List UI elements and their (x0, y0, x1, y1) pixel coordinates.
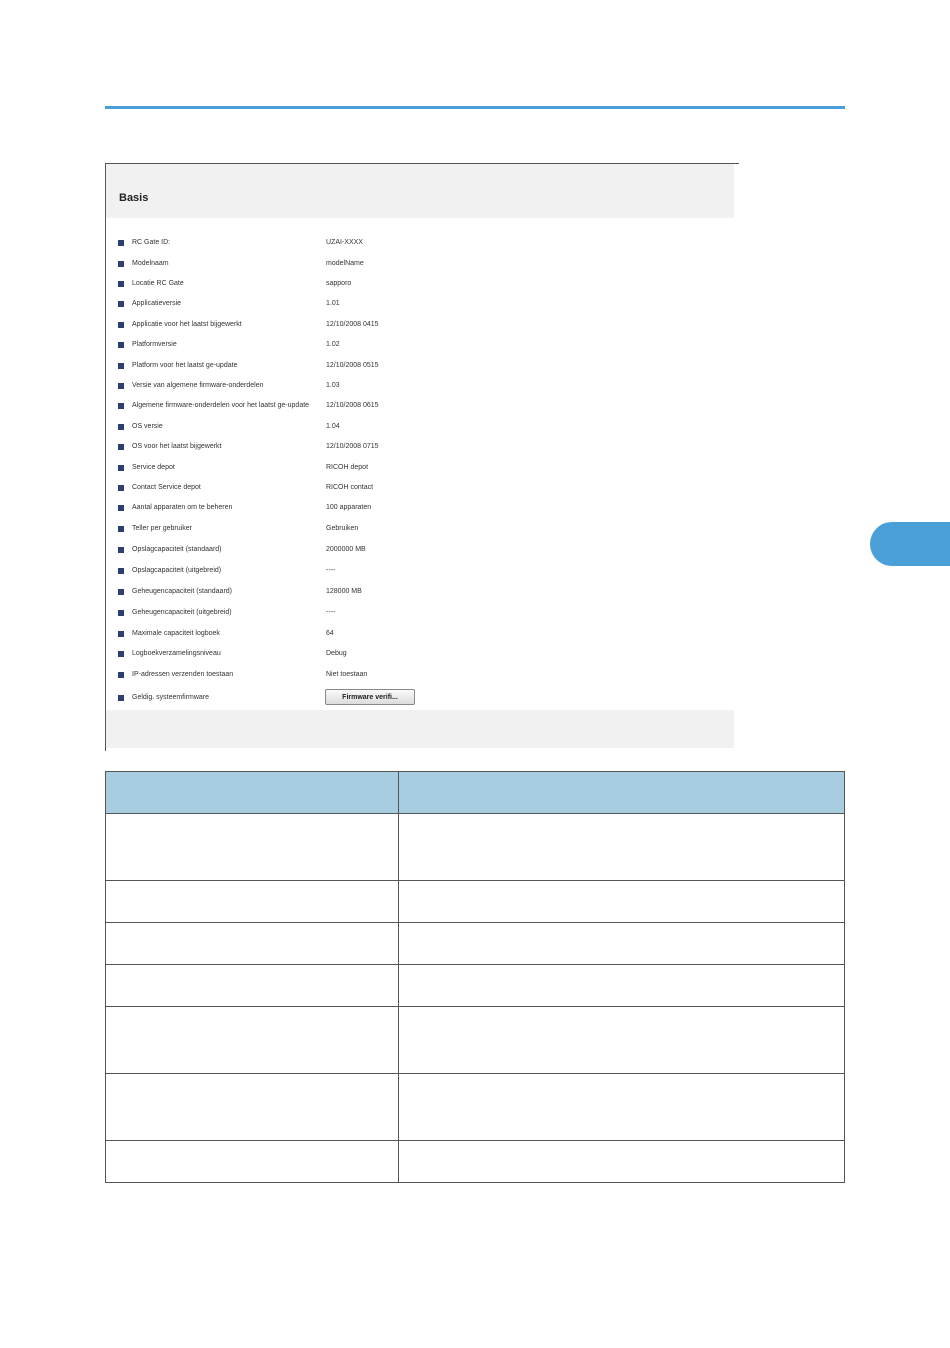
settings-row (106, 238, 726, 252)
setting-value: Niet toestaan (326, 671, 368, 678)
settings-row (106, 524, 726, 538)
firmware-verify-button[interactable]: Firmware verifi... (325, 689, 415, 705)
settings-row (106, 545, 726, 559)
square-bullet-icon (118, 281, 124, 287)
table-cell-description (399, 1074, 845, 1141)
settings-row (106, 320, 726, 334)
settings-row (106, 279, 726, 293)
square-bullet-icon (118, 695, 124, 701)
setting-value: 64 (326, 630, 334, 637)
settings-row (106, 608, 726, 622)
settings-row (106, 340, 726, 354)
table-header-item (106, 772, 399, 814)
screenshot-title: Basis (119, 192, 149, 204)
setting-label: Maximale capaciteit logboek (132, 630, 220, 637)
setting-label: Applicatieversie (132, 300, 182, 307)
square-bullet-icon (118, 424, 124, 430)
setting-label: Platform voor het laatst ge-update (132, 362, 238, 369)
setting-value: RICOH depot (326, 464, 369, 471)
table-header-row (106, 772, 845, 814)
table-row (106, 923, 845, 965)
setting-value: ---- (326, 567, 336, 574)
square-bullet-icon (118, 651, 124, 657)
table-row (106, 1141, 845, 1183)
table-header-description (399, 772, 845, 814)
settings-row (106, 587, 726, 601)
setting-label: Logboekverzamelingsniveau (132, 650, 221, 657)
square-bullet-icon (118, 403, 124, 409)
settings-row (106, 649, 726, 663)
square-bullet-icon (118, 363, 124, 369)
square-bullet-icon (118, 465, 124, 471)
table-cell-item (106, 923, 399, 965)
square-bullet-icon (118, 672, 124, 678)
setting-value: RICOH contact (326, 484, 374, 491)
table-cell-item (106, 1141, 399, 1183)
square-bullet-icon (118, 261, 124, 267)
square-bullet-icon (118, 526, 124, 532)
table-row (106, 814, 845, 881)
square-bullet-icon (118, 342, 124, 348)
setting-label: Geheugencapaciteit (uitgebreid) (132, 609, 232, 616)
description-table (105, 771, 845, 1183)
square-bullet-icon (118, 589, 124, 595)
setting-label: Algemene firmware-onderdelen voor het laatst ge-update (132, 402, 310, 409)
table-row (106, 1007, 845, 1074)
setting-value: 100 apparaten (326, 504, 372, 511)
settings-row (106, 670, 726, 684)
setting-label: IP-adressen verzenden toestaan (132, 671, 234, 678)
table-cell-item (106, 881, 399, 923)
square-bullet-icon (118, 610, 124, 616)
settings-screenshot (105, 163, 739, 751)
setting-value: 12/10/2008 0715 (326, 443, 379, 450)
setting-label: Geldig. systeemfirmware (132, 694, 210, 701)
settings-row (106, 361, 726, 375)
setting-label: RC Gate ID: (132, 239, 171, 246)
setting-value: 12/10/2008 0615 (326, 402, 379, 409)
setting-label: Locatie RC Gate (132, 280, 184, 287)
setting-label: Opslagcapaciteit (standaard) (132, 546, 222, 553)
square-bullet-icon (118, 631, 124, 637)
square-bullet-icon (118, 322, 124, 328)
setting-label: Contact Service depot (132, 484, 201, 491)
setting-label: Teller per gebruiker (132, 525, 192, 532)
setting-value: 1.02 (326, 341, 340, 348)
setting-label: Opslagcapaciteit (uitgebreid) (132, 567, 222, 574)
setting-value: Debug (326, 650, 347, 657)
settings-row (106, 693, 726, 707)
table-cell-item (106, 1007, 399, 1074)
setting-value: 1.01 (326, 300, 340, 307)
setting-label: Modelnaam (132, 260, 169, 267)
square-bullet-icon (118, 505, 124, 511)
square-bullet-icon (118, 301, 124, 307)
screenshot-header (106, 164, 734, 218)
screenshot-footer (106, 710, 734, 748)
setting-value: ---- (326, 609, 336, 616)
table-cell-description (399, 814, 845, 881)
setting-value: modelName (326, 260, 364, 267)
setting-value: UZAI-XXXX (326, 239, 363, 246)
settings-row (106, 566, 726, 580)
settings-row (106, 483, 726, 497)
table-row (106, 881, 845, 923)
settings-row (106, 381, 726, 395)
setting-label: OS versie (132, 423, 163, 430)
setting-value: 12/10/2008 0415 (326, 321, 379, 328)
table-cell-item (106, 814, 399, 881)
chapter-tab (870, 522, 950, 566)
setting-label: Platformversie (132, 341, 177, 348)
settings-row (106, 422, 726, 436)
setting-value: 2000000 MB (326, 546, 366, 553)
table-cell-description (399, 881, 845, 923)
setting-value: 12/10/2008 0515 (326, 362, 379, 369)
setting-label: Aantal apparaten om te beheren (132, 504, 233, 511)
settings-row (106, 629, 726, 643)
setting-value: 128000 MB (326, 588, 362, 595)
square-bullet-icon (118, 444, 124, 450)
setting-label: Geheugencapaciteit (standaard) (132, 588, 233, 595)
table-row (106, 1074, 845, 1141)
table-cell-item (106, 1074, 399, 1141)
setting-value: sapporo (326, 280, 352, 287)
setting-label: Versie van algemene firmware-onderdelen (132, 382, 264, 389)
table-row (106, 965, 845, 1007)
square-bullet-icon (118, 485, 124, 491)
settings-row (106, 442, 726, 456)
setting-value: Gebruiken (326, 525, 359, 532)
table-cell-item (106, 965, 399, 1007)
setting-value: 1.04 (326, 423, 340, 430)
square-bullet-icon (118, 383, 124, 389)
setting-value: 1.03 (326, 382, 340, 389)
settings-row (106, 259, 726, 273)
setting-label: Service depot (132, 464, 175, 471)
settings-row (106, 401, 726, 415)
top-rule (105, 106, 845, 109)
setting-label: OS voor het laatst bijgewerkt (132, 443, 222, 450)
table-cell-description (399, 1007, 845, 1074)
setting-label: Applicatie voor het laatst bijgewerkt (132, 321, 242, 328)
settings-row (106, 463, 726, 477)
square-bullet-icon (118, 568, 124, 574)
table-cell-description (399, 1141, 845, 1183)
square-bullet-icon (118, 547, 124, 553)
table-cell-description (399, 923, 845, 965)
square-bullet-icon (118, 240, 124, 246)
table-cell-description (399, 965, 845, 1007)
settings-row (106, 299, 726, 313)
settings-row (106, 503, 726, 517)
